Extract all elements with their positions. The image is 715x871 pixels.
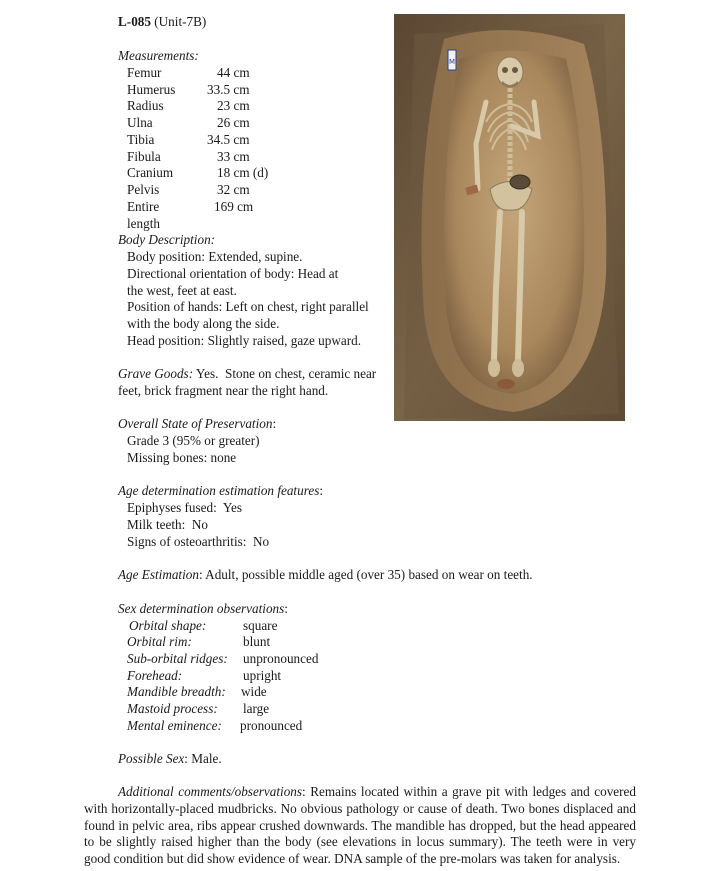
sex-observation-value: large	[243, 701, 270, 716]
body-description-line: with the body along the side.	[127, 316, 280, 331]
age-features-line: Signs of osteoarthritis: No	[127, 534, 270, 549]
sex-observation-name: Mental eminence:	[127, 718, 222, 733]
preservation-heading-text: Overall State of Preservation	[118, 416, 273, 431]
sex-observation-value: pronounced	[240, 718, 303, 733]
additional-comments	[84, 784, 636, 868]
measurement-name: Tibia	[127, 132, 155, 147]
age-features-heading	[118, 483, 323, 500]
eye-socket	[512, 67, 518, 73]
right-foot	[488, 359, 500, 377]
sex-observation-name: Orbital rim:	[127, 634, 192, 649]
possible-sex-text: : Male.	[184, 751, 222, 766]
grave-goods	[118, 366, 376, 383]
age-estimation	[118, 567, 533, 584]
grave-pit	[444, 51, 584, 395]
ceramic	[497, 379, 515, 389]
possible-sex	[118, 751, 222, 768]
measurement-value: 169 cm	[214, 199, 254, 214]
measurement-name: Humerus	[127, 82, 176, 97]
preservation-line: Missing bones: none	[127, 450, 237, 465]
sex-observation-value: unpronounced	[243, 651, 319, 666]
measurement-name: Ulna	[127, 115, 153, 130]
sex-observation-value: upright	[243, 668, 282, 683]
age-features-line: Milk teeth: No	[127, 517, 208, 532]
measurement-value: 33.5 cm	[207, 82, 250, 97]
measurement-value: 26 cm	[217, 115, 250, 130]
measurement-name: Entire length	[127, 199, 160, 231]
sex-observation-value: wide	[241, 684, 267, 699]
burial-photo-image	[394, 14, 625, 421]
age-features-line: Epiphyses fused: Yes	[127, 500, 243, 515]
body-description-line: Directional orientation of body: Head at	[127, 266, 339, 281]
measurement-value: 32 cm	[217, 182, 250, 197]
sex-observation-name: Forehead:	[127, 668, 183, 683]
eye-socket	[502, 67, 508, 73]
measurement-value: 23 cm	[217, 98, 250, 113]
sex-observation-name: Orbital shape:	[129, 618, 207, 633]
left-leg	[518, 212, 522, 359]
grave-goods-text: Yes. Stone on chest, ceramic near	[193, 366, 377, 381]
measurement-value: 18 cm (d)	[217, 165, 269, 180]
additional-comments-label: Additional comments/observations	[118, 784, 303, 799]
measurement-value: 34.5 cm	[207, 132, 250, 147]
grave-goods-label: Grave Goods:	[118, 366, 194, 381]
additional-comments-text: : Remains located within a grave pit with ledges and covered with horizontally-placed mudbricks. No obvious pathology or cause of death. Two bones displaced and found in pelvic area, ribs appear crushed downwards. The mandible has dropped, but the head appeared to be slightly raised higher than the body (see elevations in locus summary). The teeth were in very good condition but did show evidence of wear. DNA sample of the pre-molars was taken for analysis.	[84, 784, 637, 867]
skull	[497, 57, 523, 87]
measurement-name: Femur	[127, 65, 162, 80]
sex-observation-name: Sub-orbital ridges:	[127, 651, 228, 666]
body-description-heading: Body Description:	[118, 232, 216, 247]
preservation-colon: :	[272, 416, 277, 431]
body-description-line: the west, feet at east.	[127, 283, 237, 298]
preservation-line: Grade 3 (95% or greater)	[127, 433, 260, 448]
measurement-name: Cranium	[127, 165, 174, 180]
left-foot	[512, 359, 524, 377]
stone	[510, 175, 530, 189]
sex-observation-value: square	[243, 618, 278, 633]
body-description-line: Head position: Slightly raised, gaze upward.	[127, 333, 362, 348]
sex-observation-name: Mastoid process:	[127, 701, 218, 716]
record-unit: (Unit-7B)	[154, 14, 207, 29]
sex-observations-colon: :	[284, 601, 288, 616]
measurement-name: Pelvis	[127, 182, 160, 197]
body-description-line: Position of hands: Left on chest, right parallel	[127, 299, 369, 314]
possible-sex-label: Possible Sex	[118, 751, 185, 766]
burial-photo	[394, 14, 625, 421]
age-features-heading-text: Age determination estimation features	[118, 483, 320, 498]
grave-goods-line: feet, brick fragment near the right hand.	[118, 383, 329, 398]
scale-label: M	[448, 58, 456, 66]
sex-observations-heading	[118, 601, 288, 618]
measurement-name: Radius	[127, 98, 164, 113]
measurements-heading: Measurements:	[118, 48, 199, 63]
sex-observation-value: blunt	[243, 634, 271, 649]
sex-observations-heading-text: Sex determination observations	[118, 601, 285, 616]
record-id: L-085	[118, 14, 151, 29]
age-estimation-label: Age Estimation	[118, 567, 199, 582]
record-title	[118, 14, 206, 31]
sex-observation-name: Mandible breadth:	[127, 684, 226, 699]
measurement-name: Fibula	[127, 149, 161, 164]
body-description-line: Body position: Extended, supine.	[127, 249, 303, 264]
measurement-value: 33 cm	[217, 149, 250, 164]
age-estimation-text: : Adult, possible middle aged (over 35) based on wear on teeth.	[198, 567, 533, 582]
measurement-value: 44 cm	[217, 65, 250, 80]
age-features-colon: :	[319, 483, 323, 498]
preservation-heading	[118, 416, 276, 433]
